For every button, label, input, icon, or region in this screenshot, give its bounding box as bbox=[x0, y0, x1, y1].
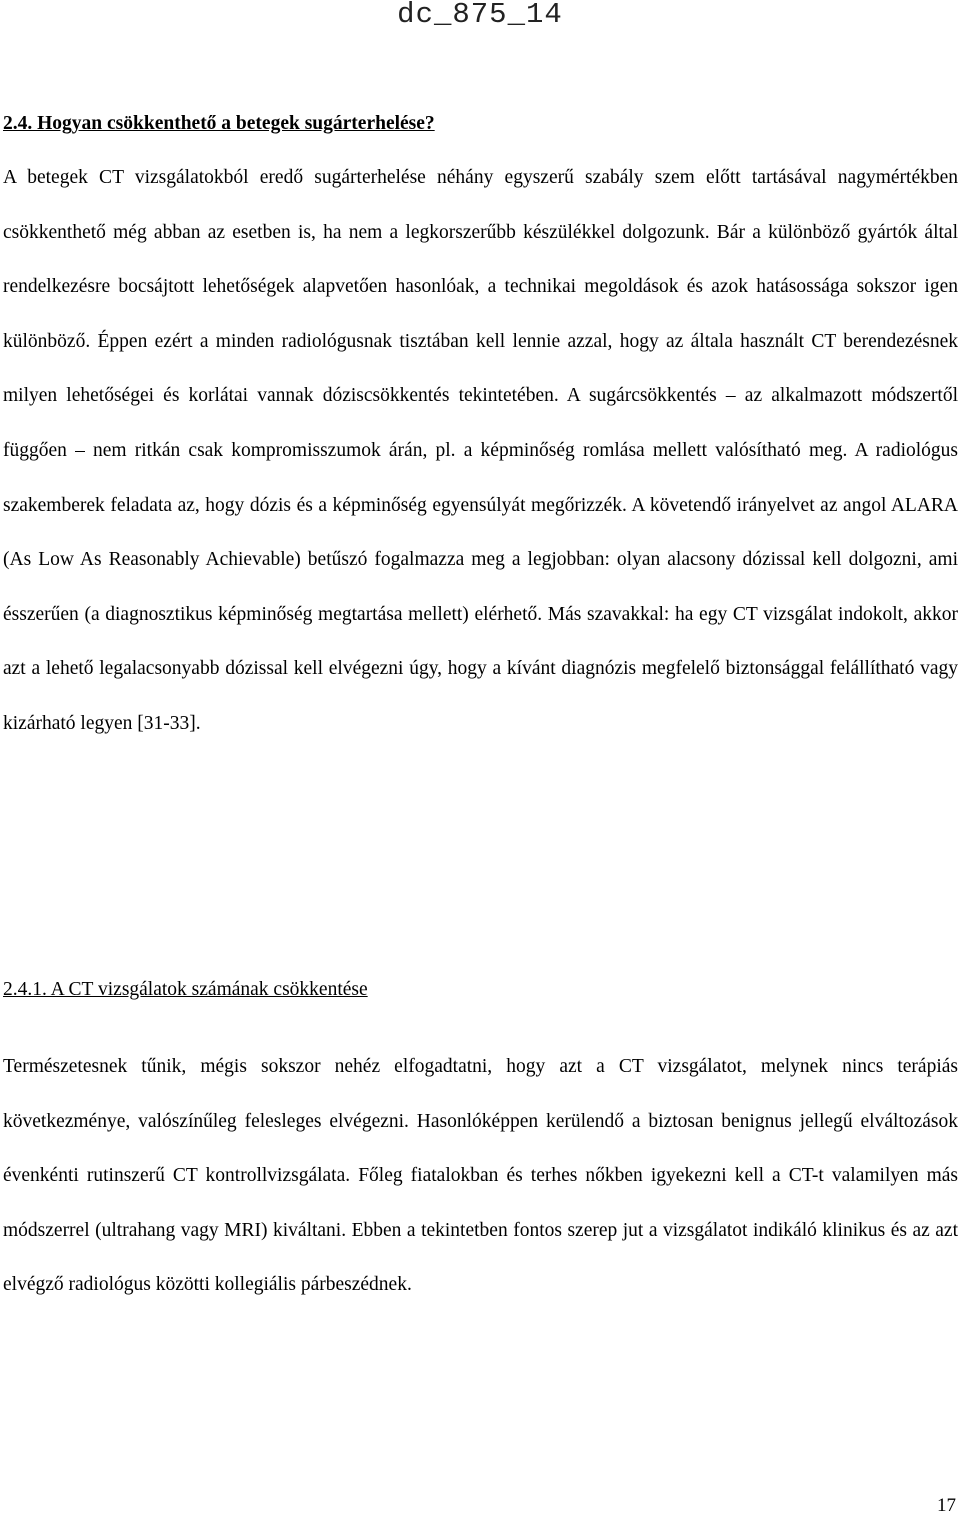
subsection-paragraph: Természetesnek tűnik, mégis sokszor nehéz elfogadtatni, hogy azt a CT vizsgálatot, melynek nincs terápiás következménye, valószínűleg felesleges elvégezni. Hasonlóképpen kerülendő a biztosan benignus jellegű elváltozások évenkénti rutinszerű CT kontrollvizsgálata. Főleg fiatalokban és terhes nőkben igyekezni kell a CT-t valamilyen más módszerrel (ultrahang vagy MRI) kiváltani. Ebben a tekintetben fontos szerep jut a vizsgálatot indikáló klinikus és az azt elvégző radiológus közötti kollegiális párbeszédnek. bbox=[3, 1056, 958, 1296]
subsection-heading: 2.4.1. A CT vizsgálatok számának csökkentése bbox=[3, 979, 368, 1000]
section-heading: 2.4. Hogyan csökkenthető a betegek sugárterhelése? bbox=[3, 113, 435, 134]
page-number: 17 bbox=[937, 1495, 956, 1516]
document-id: dc_875_14 bbox=[397, 0, 563, 31]
section-paragraph: A betegek CT vizsgálatokból eredő sugárterhelése néhány egyszerű szabály szem előtt tartásával nagymértékben csökkenthető még abban az esetben is, ha nem a legkorszerűbb készülékkel dolgozunk. Bár a különböző gyártók által rendelkezésre bocsájtott lehetőségek alapvetően hasonlóak, a technikai megoldások és azok hatásossága sokszor igen különböző. Éppen ezért a minden radiológusnak tisztában kell lennie azzal, hogy az általa használt CT berendezésnek milyen lehetőségei és korlátai vannak dóziscsökkentés tekintetében. A sugárcsökkentés – az alkalmazott módszertől függően – nem ritkán csak kompromisszumok árán, pl. a képminőség romlása mellett valósítható meg. A radiológus szakemberek feladata az, hogy dózis és a képminőség egyensúlyát megőrizzék. A követendő irányelvet az angol ALARA (As Low As Reasonably Achievable) betűszó fogalmazza meg a legjobban: olyan alacsony dózissal kell dolgozni, ami ésszerűen (a diagnosztikus képminőség megtartása mellett) elérhető. Más szavakkal: ha egy CT vizsgálat indokolt, akkor azt a lehető legalacsonyabb dózissal kell elvégezni úgy, hogy a kívánt diagnózis megfelelő biztonsággal felállítható vagy kizárható legyen [31-33]. bbox=[3, 167, 958, 734]
